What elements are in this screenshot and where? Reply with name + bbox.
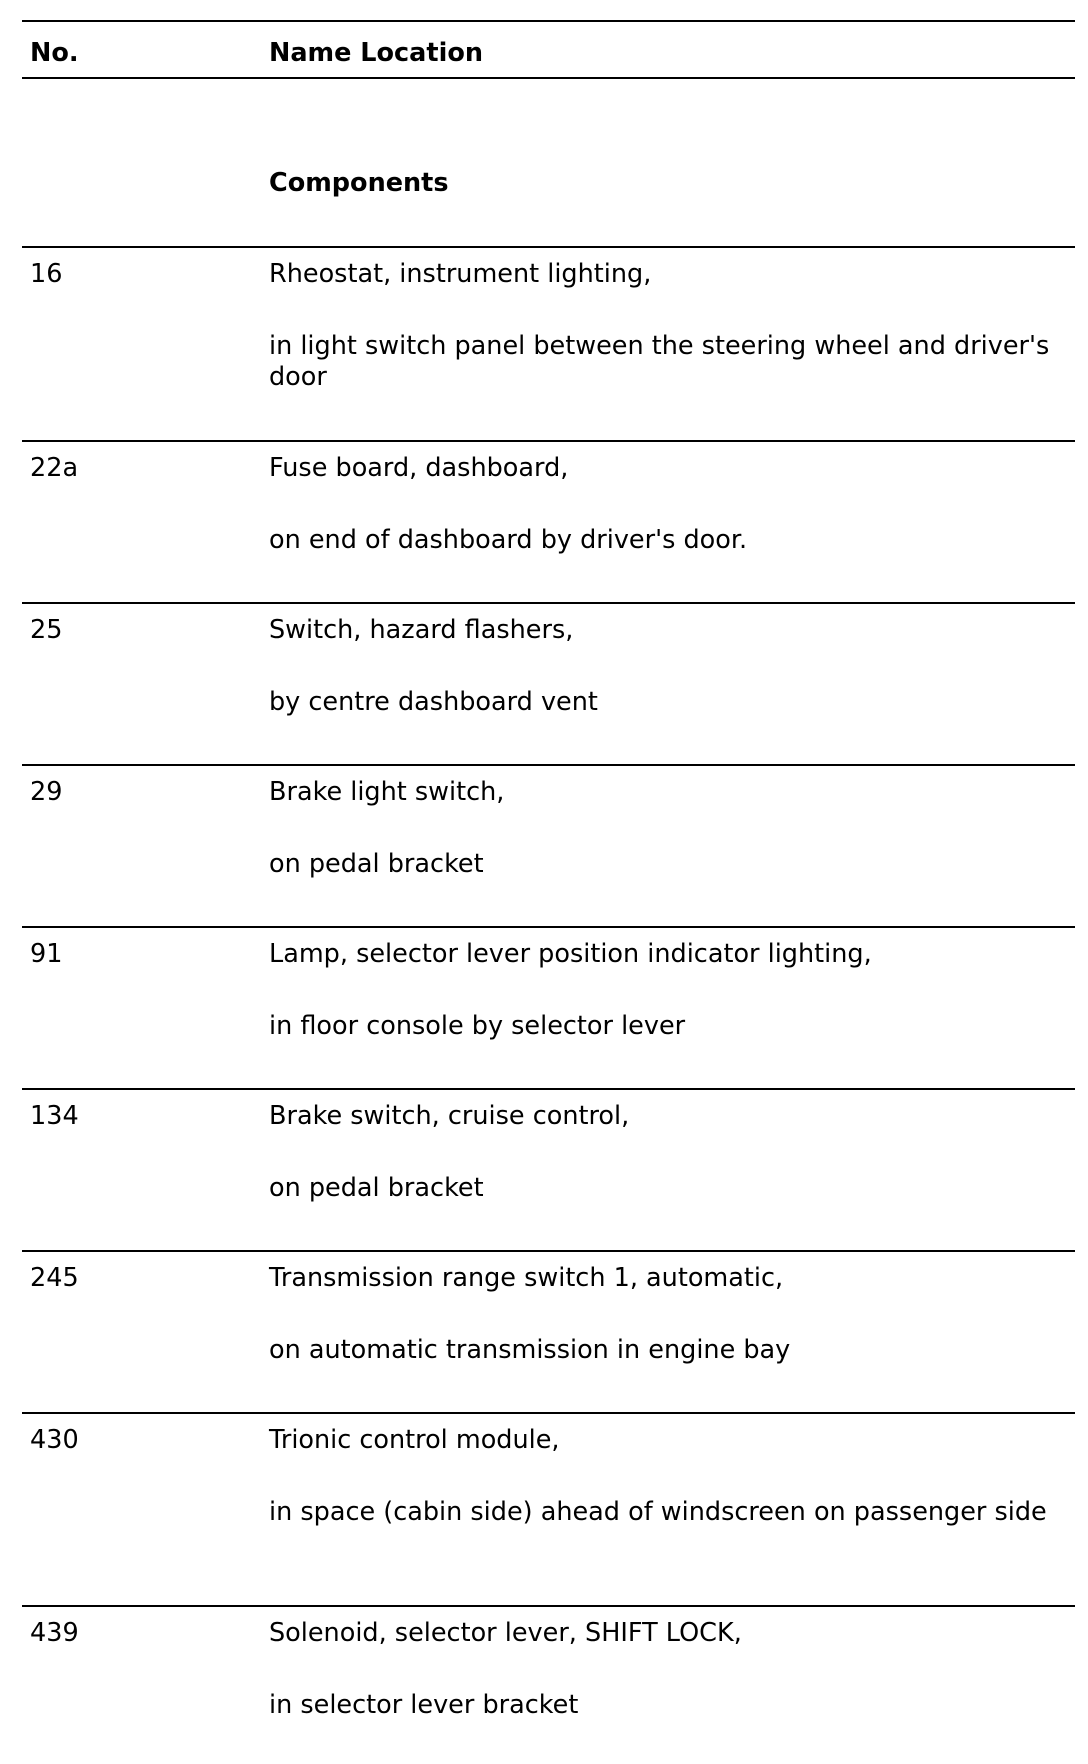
row-name: Lamp, selector lever position indicator lighting, — [269, 939, 872, 969]
row-number: 29 — [30, 777, 63, 807]
row-divider — [22, 1250, 1075, 1252]
row-number: 16 — [30, 259, 63, 289]
row-divider — [22, 764, 1075, 766]
row-name: Trionic control module, — [269, 1425, 560, 1455]
row-number: 22a — [30, 453, 79, 483]
row-location: by centre dashboard vent — [269, 687, 598, 717]
row-name: Fuse board, dashboard, — [269, 453, 569, 483]
row-name: Brake light switch, — [269, 777, 505, 807]
row-name: Rheostat, instrument lighting, — [269, 259, 652, 289]
row-location: on pedal bracket — [269, 1173, 484, 1203]
header-no: No. — [30, 38, 79, 68]
row-location: in floor console by selector lever — [269, 1011, 686, 1041]
row-location: in space (cabin side) ahead of windscreen on passenger side — [269, 1497, 1047, 1527]
row-name: Transmission range switch 1, automatic, — [269, 1263, 784, 1293]
row-location: on pedal bracket — [269, 849, 484, 879]
section-title: Components — [269, 168, 449, 198]
row-number: 430 — [30, 1425, 79, 1455]
row-number: 245 — [30, 1263, 79, 1293]
row-name: Solenoid, selector lever, SHIFT LOCK, — [269, 1618, 742, 1648]
row-number: 25 — [30, 615, 63, 645]
row-divider — [22, 1412, 1075, 1414]
row-number: 134 — [30, 1101, 79, 1131]
row-divider — [22, 246, 1075, 248]
header-bottom-rule — [22, 77, 1075, 79]
row-location: in light switch panel between the steering wheel and driver's door — [269, 331, 1050, 392]
row-number: 439 — [30, 1618, 79, 1648]
row-divider — [22, 602, 1075, 604]
row-divider — [22, 440, 1075, 442]
row-location: on end of dashboard by driver's door. — [269, 525, 748, 555]
row-divider — [22, 1088, 1075, 1090]
row-location: in selector lever bracket — [269, 1690, 579, 1720]
row-divider — [22, 926, 1075, 928]
row-name: Switch, hazard flashers, — [269, 615, 574, 645]
row-location: on automatic transmission in engine bay — [269, 1335, 791, 1365]
table-top-rule — [22, 20, 1075, 22]
row-divider — [22, 1605, 1075, 1607]
header-name-location: Name Location — [269, 38, 483, 68]
row-number: 91 — [30, 939, 63, 969]
row-name: Brake switch, cruise control, — [269, 1101, 630, 1131]
